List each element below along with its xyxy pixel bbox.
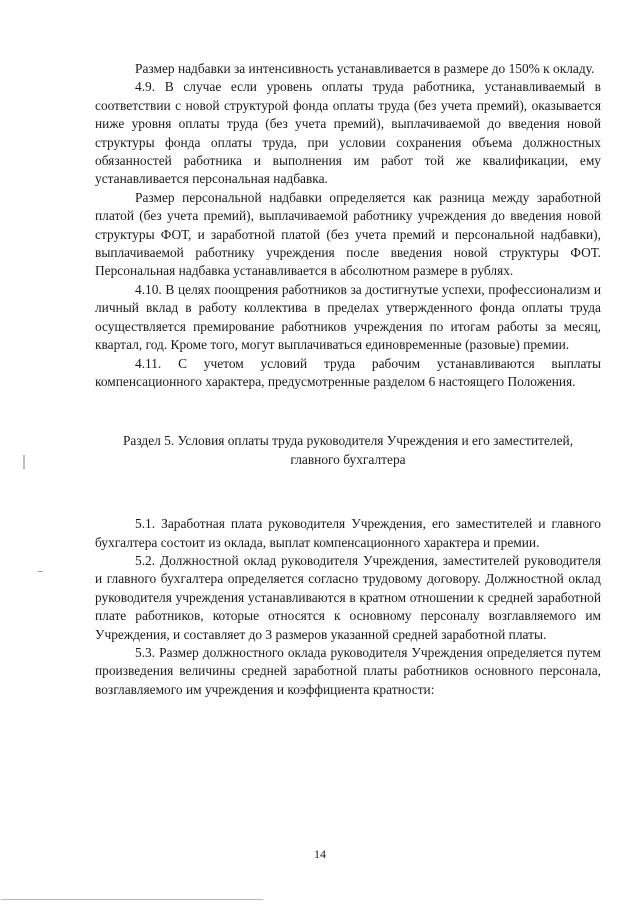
paragraph-intensity-bonus: Размер надбавки за интенсивность устанавливается в размере до 150% к окладу. (135, 61, 595, 76)
paragraph-5-2: 5.2. Должностной оклад руководителя Учреждения, заместителей руководителя и главного бухгалтера определяется согласно трудовому договору. Должностной оклад руководителя учреждения устанавливаются в кратном отношении к средней заработной плате работников, которые относятся к основному персоналу возглавляемого им Учреждения, и составляет до 3 размеров указанной средней заработной платы. (95, 552, 601, 642)
section-heading: Раздел 5. Условия оплаты труда руководителя Учреждения и его заместителей, главного бухгалтера (122, 433, 574, 467)
scan-artifact-mark (23, 455, 25, 469)
paragraph-5-3: 5.3. Размер должностного оклада руководителя Учреждения определяется путем произведения величины средней заработной платы работников основного персонала, возглавляемого им учреждения и коэффициента кратности: (95, 644, 601, 697)
document-body (95, 60, 601, 699)
paragraph-4-11: 4.11. С учетом условий труда рабочим устанавливаются выплаты компенсационного характера, предусмотренные разделом 6 настоящего Положения. (95, 355, 601, 389)
paragraph-personal-bonus: Размер персональной надбавки определяется как разница между заработной платой (без учета премий), выплачиваемой работнику учреждения до введения новой структуры ФОТ, и заработной платой (без учета премий и персональной надбавки), выплачиваемой работнику учреждения после введения новой структуры ФОТ. Персональная надбавка устанавливается в абсолютном размере в рублях. (95, 189, 601, 279)
paragraph-5-1: 5.1. Заработная плата руководителя Учреждения, его заместителей и главного бухгалтера состоит из оклада, выплат компенсационного характера и премии. (95, 516, 601, 550)
scan-artifact-dash (38, 571, 43, 572)
scan-artifact-line (1, 899, 263, 900)
paragraph-4-9: 4.9. В случае если уровень оплаты труда работника, устанавливаемый в соответствии с новой структурой фонда оплаты труда (без учета премий), оказывается ниже уровня оплаты труда (без учета премий), выплачиваемой до введения новой структуры фонда оплаты труда, при условии сохранения объема должностных обязанностей работника и выполнения им работ той же квалификации, ему устанавливается персональная надбавка. (95, 79, 601, 187)
paragraph-4-10: 4.10. В целях поощрения работников за достигнутые успехи, профессионализм и личный вклад в работу коллектива в пределах утвержденного фонда оплаты труда осуществляется премирование работников учреждения по итогам работы за месяц, квартал, год. Кроме того, могут выплачиваться единовременные (разовые) премии. (95, 281, 601, 353)
page-number: 14 (314, 847, 326, 861)
